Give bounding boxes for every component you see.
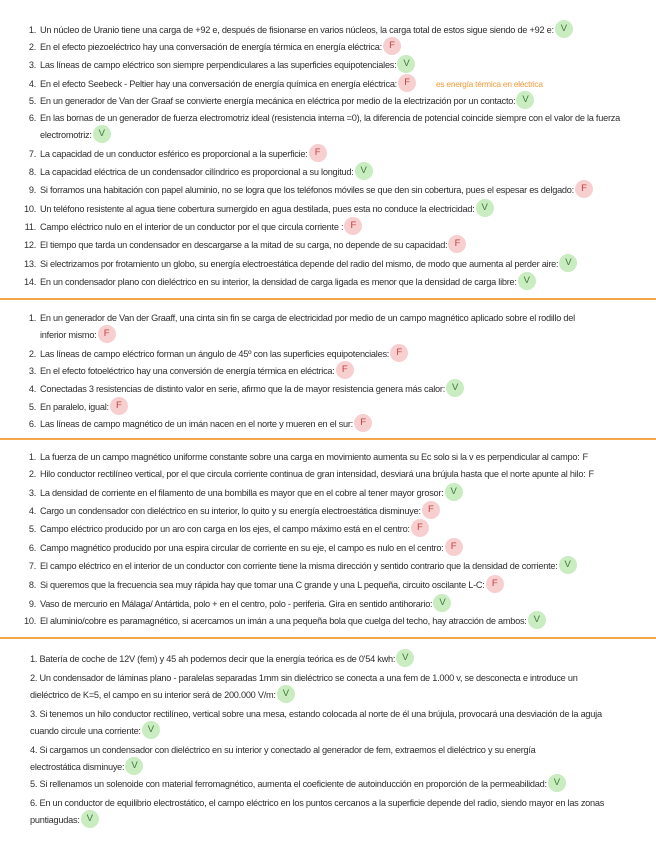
- item-text: En un generador de Van der Graaf se convierte energía mecánica en eléctrica por medio de la electrización por un contacto:: [40, 96, 516, 106]
- answer-mark: V: [277, 685, 295, 703]
- item-text: El campo eléctrico en el interior de un conductor con corriente tiene la misma dirección y sentido contrario que la densidad de corriente:: [40, 561, 558, 571]
- item-number: 5.: [28, 96, 36, 106]
- item-text: Un teléfono resistente al agua tiene cobertura sumergido en agua destilada, pues esta no conduce la electricidad:: [40, 204, 475, 214]
- answer-mark: F: [354, 414, 372, 432]
- item-text: Hilo conductor rectilíneo vertical, por el que circula corriente continua de gran intensidad, desviará una brújula hasta que el norte apunte al hilo:: [40, 469, 586, 479]
- answer-mark: V: [396, 649, 414, 667]
- item-number: 3.: [28, 60, 36, 70]
- answer-mark: V: [446, 379, 464, 397]
- item-number: 1.: [28, 313, 36, 323]
- answer-mark: V: [555, 20, 573, 38]
- item-text: 5. Si rellenamos un solenoide con material ferromagnético, aumenta el coeficiente de autoinducción en proporción de la permeabilidad:: [30, 779, 547, 789]
- item-number: 13.: [23, 259, 36, 269]
- item-text: Las líneas de campo eléctrico forman un ángulo de 45º con las superficies equipotenciales:: [40, 349, 390, 359]
- item-number: 4.: [28, 79, 36, 89]
- item-number: 14.: [23, 277, 36, 287]
- item-text: Cargo un condensador con dieléctrico en su interior, lo quito y su energía electroestática disminuye:: [40, 506, 421, 516]
- answer-mark: V: [445, 483, 463, 501]
- answer-mark: F: [98, 325, 116, 343]
- answer-mark: F: [486, 575, 504, 593]
- item-text: En paralelo, igual:: [40, 402, 109, 412]
- item-number: 3.: [28, 488, 36, 498]
- item-text: Si queremos que la frecuencia sea muy rápida hay que tomar una C grande y una L pequeña, circuito oscilante L-C:: [40, 580, 485, 590]
- item-text: La capacidad de un conductor esférico es proporcional a la superficie:: [40, 149, 308, 159]
- answer-mark: V: [397, 55, 415, 73]
- answer-mark: V: [559, 556, 577, 574]
- item-number: 8.: [28, 580, 36, 590]
- item-number: 5.: [28, 402, 36, 412]
- item-text: Conectadas 3 resistencias de distinto valor en serie, afirmo que la de mayor resistencia genera más calor:: [40, 384, 446, 394]
- item-text: El tiempo que tarda un condensador en descargarse a la mitad de su carga, no depende de su capacidad:: [40, 240, 448, 250]
- item-number: 7.: [28, 561, 36, 571]
- item-text: Vaso de mercurio en Málaga/ Antártida, polo + en el centro, polo - periferia. Gira en sentido antihorario:: [40, 599, 433, 609]
- item-text: La densidad de corriente en el filamento de una bombilla es mayor que en el cobre al tener mayor grosor:: [40, 488, 444, 498]
- item-number: 9.: [28, 599, 36, 609]
- answer-mark: F: [448, 235, 466, 253]
- item-number: 6.: [28, 419, 36, 429]
- item-text: La fuerza de un campo magnético uniforme constante sobre una carga en movimiento aumenta su Ec solo si la v es perpendicular al campo:: [40, 452, 580, 462]
- item-number: 11.: [24, 222, 36, 232]
- item-text: Un núcleo de Uranio tiene una carga de +92 e, después de fisionarse en varios núcleos, la carga total de estos sigue siendo de +92 e:: [40, 25, 554, 35]
- answer-mark: F: [445, 538, 463, 556]
- item-text: Campo eléctrico producido por un aro con carga en los ejes, el campo máximo está en el centro:: [40, 524, 410, 534]
- answer-mark: F: [383, 37, 401, 55]
- section-divider: [0, 637, 656, 639]
- section-divider: [0, 298, 656, 300]
- answer-mark: F: [582, 452, 588, 462]
- item-text: En el efecto fotoeléctrico hay una conversión de energía térmica en eléctrica:: [40, 366, 335, 376]
- section-divider: [0, 438, 656, 440]
- item-text: Campo magnético producido por una espira circular de corriente en su eje, el campo es nulo en el centro:: [40, 543, 444, 553]
- answer-mark: V: [433, 594, 451, 612]
- answer-mark: F: [336, 361, 354, 379]
- answer-mark: V: [559, 254, 577, 272]
- item-number: 1.: [28, 25, 36, 35]
- answer-mark: F: [309, 144, 327, 162]
- item-text: 3. Si tenemos un hilo conductor rectilíneo, vertical sobre una mesa, estando colocada al norte de él una brújula, provocará una desviación de la aguja cuando circule una corriente:: [30, 709, 602, 736]
- item-number: 1.: [28, 452, 36, 462]
- item-text: El aluminio/cobre es paramagnético, si acercamos un imán a una pequeña bola que cuelga del techo, hay atracción de ambos:: [40, 616, 527, 626]
- item-text: En el efecto Seebeck - Peltier hay una conversación de energía química en energía eléctrica:: [40, 79, 397, 89]
- item-number: 2.: [28, 349, 36, 359]
- item-text: 1. Batería de coche de 12V (fem) y 45 ah podemos decir que la energía teórica es de 0'54 kwh:: [30, 654, 396, 664]
- item-number: 9.: [28, 185, 36, 195]
- answer-mark: V: [142, 721, 160, 739]
- item-number: 6.: [28, 113, 36, 123]
- item-number: 10.: [23, 204, 36, 214]
- answer-mark: V: [548, 774, 566, 792]
- correction-note: es energía térmica en eléctrica: [435, 79, 543, 89]
- item-number: 12.: [23, 240, 36, 250]
- item-text: Las líneas de campo eléctrico son siempre perpendiculares a las superficies equipotenciales:: [40, 60, 397, 70]
- item-number: 8.: [28, 167, 36, 177]
- answer-mark: V: [528, 611, 546, 629]
- answer-mark: F: [110, 397, 128, 415]
- answer-mark: V: [355, 162, 373, 180]
- item-number: 2.: [28, 469, 36, 479]
- answer-mark: V: [81, 810, 99, 828]
- answer-mark: V: [476, 199, 494, 217]
- answer-mark: F: [411, 519, 429, 537]
- answer-mark: V: [516, 91, 534, 109]
- item-text: Campo eléctrico nulo en el interior de un conductor por el que circula corriente :: [40, 222, 344, 232]
- item-number: 10.: [23, 616, 36, 626]
- answer-mark: F: [575, 180, 593, 198]
- item-text: 4. Si cargamos un condensador con dieléctrico en su interior y conectado al generador de fem, extraemos el dieléctrico y su energía electrostática disminuye:: [30, 745, 536, 772]
- item-text: En un condensador plano con dieléctrico en su interior, la densidad de carga ligada es menor que la densidad de carga libre:: [40, 277, 517, 287]
- item-text: La capacidad eléctrica de un condensador cilíndrico es proporcional a su longitud:: [40, 167, 354, 177]
- item-text: En el efecto piezoeléctrico hay una conversación de energía térmica en energía eléctrica:: [40, 42, 382, 52]
- item-number: 4.: [28, 384, 36, 394]
- answer-mark: F: [588, 469, 594, 479]
- answer-mark: F: [398, 74, 416, 92]
- item-number: 6.: [28, 543, 36, 553]
- item-number: 7.: [28, 149, 36, 159]
- item-text: 6. En un conductor de equilibrio electrostático, el campo eléctrico en los puntos cercanos a la superficie depende del radio, siendo mayor en las zonas puntiagudas:: [30, 798, 605, 825]
- item-number: 2.: [28, 42, 36, 52]
- item-text: Las líneas de campo magnético de un imán nacen en el norte y mueren en el sur:: [40, 419, 353, 429]
- item-text: En las bornas de un generador de fuerza electromotriz ideal (resistencia interna =0), la diferencia de potencial coincide siempre con el valor de la fuerza electromotriz:: [40, 113, 620, 140]
- item-text: En un generador de Van der Graaff, una cinta sin fin se carga de electricidad por medio de un campo magnético aplicado sobre el rodillo del inferior mismo:: [40, 313, 575, 340]
- item-number: 4.: [28, 506, 36, 516]
- item-text: 2. Un condensador de láminas plano - paralelas separadas 1mm sin dieléctrico se conecta a una fem de 1.000 v, se desconecta e introduce un dieléctrico de K=5, el campo en su interior será de 200.000 V/m:: [30, 673, 578, 700]
- answer-mark: F: [390, 344, 408, 362]
- item-text: Si electrizamos por frotamiento un globo, su energía electroestática depende del radio del mismo, de modo que aumenta al perder aire:: [40, 259, 559, 269]
- item-number: 3.: [28, 366, 36, 376]
- answer-mark: V: [518, 272, 536, 290]
- answer-mark: F: [422, 501, 440, 519]
- answer-mark: V: [93, 125, 111, 143]
- item-text: Si forramos una habitación con papel aluminio, no se logra que los teléfonos móviles se que den sin cobertura, pues el espesar es delgado:: [40, 185, 574, 195]
- answer-mark: V: [125, 757, 143, 775]
- item-number: 5.: [28, 524, 36, 534]
- answer-mark: F: [344, 217, 362, 235]
